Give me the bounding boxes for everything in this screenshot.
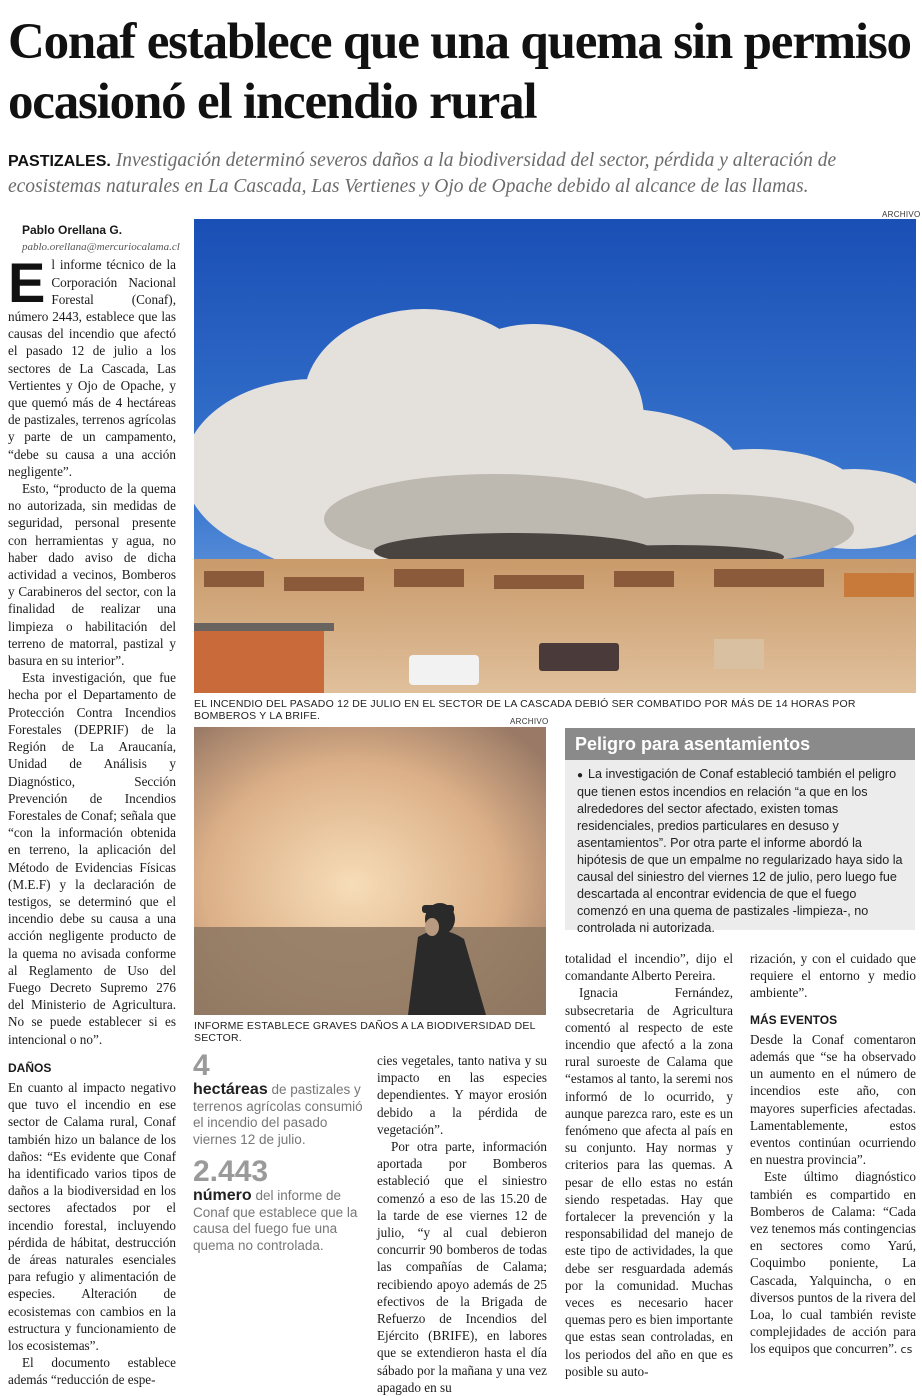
sidebar-box bbox=[565, 728, 915, 935]
stat-hectares-unit: hectáreas bbox=[193, 1081, 268, 1098]
col4-paragraph-2: Ignacia Fernández, subsecretaria de Agricultura comentó al respecto de este incendio que afectó a la zona rural suroeste de Calama que “estamos al tanto, la seremi nos informó de lo ocurrido, y aunque parezca raro, este es un fenómeno que afecta al país en su conjunto. Hay normas y criterios para las quemas. A pesar de ello estas no están siendo respetadas. Hay que fortalecer la prevención y la responsabilidad del manejo de este tipo de actividades, la que debe ser resguardada además por la comunidad. Muchas veces es necesario hacer quemas pero es bien importante que estas sean controladas, en los periodos del año en que es posible su auto- bbox=[565, 985, 733, 1379]
bullet-icon: ● bbox=[577, 770, 584, 781]
dropcap: E bbox=[8, 251, 46, 315]
smoke-photo bbox=[194, 727, 546, 1015]
stat-hectares bbox=[193, 1050, 363, 1148]
stat-report-text: del informe de Conaf que establece que la causa del fuego fue una quema no controlada. bbox=[193, 1188, 358, 1253]
col5-paragraph-2: Desde la Conaf comentaron además que “se ha observado un aumento en el número de incendios este año, con mayores superficies afectadas. Lamentablemente, estos eventos continúan ocurriendo en nuestra provincia”. bbox=[750, 1031, 916, 1168]
col5-paragraph-3-text: Este último diagnóstico también es compartido en Bomberos de Calama: “Cada vez tenemos más contingencias en sectores como Yarú, Coquimbo poniente, La Cascada, Yalquincha, o en diversos puntos de la rivera del Loa, lo cual también reviste complejidades de acción para los equipos que concurren”. bbox=[750, 1169, 916, 1357]
author-name: Pablo Orellana G. bbox=[22, 223, 123, 237]
smoke-photo-image bbox=[194, 727, 546, 1015]
paragraph-4: En cuanto al impacto negativo que tuvo el incendio en ese sector de Calama rural, Conaf también hizo un balance de los daños: “Es evidente que Conaf ha identificado varios tipos de daños a la biodiversidad en los sectores afectados por el incendio forestal, incluyendo pérdida de hábitat, destrucción de áreas naturales esenciales para refugio y alimentación de especies. Alteración de ecosistemas con cambios en la estructura y funcionamiento de los ecosistemas”. bbox=[8, 1079, 176, 1353]
subhead-mas-eventos: MÁS EVENTOS bbox=[750, 1012, 838, 1027]
lead-kicker: PASTIZALES. bbox=[8, 153, 111, 170]
col5-paragraph-1: rización, y con el cuidado que requiere el entorno y medio ambiente”. bbox=[750, 951, 916, 1001]
stat-report-unit: número bbox=[193, 1187, 252, 1204]
lead-paragraph bbox=[8, 148, 918, 199]
box-body bbox=[565, 760, 915, 937]
paragraph-1-text: l informe técnico de la Corporación Nacional Forestal (Conaf), número 2443, establece que las causas del incendio que afectó el pasado 12 de julio a los sectores de La Cascada, Las Vertientes y Ojo de Opache, y que quemó más de 4 hectáreas de pastizales, terrenos agrícolas y parte de un campamento, “debe su causa a una acción negligente”. bbox=[8, 257, 176, 479]
paragraph-1 bbox=[8, 251, 176, 480]
photo-2-caption: INFORME ESTABLECE GRAVES DAÑOS A LA BIODIVERSIDAD DEL SECTOR. bbox=[194, 1020, 536, 1044]
author-email[interactable]: pablo.orellana@mercuriocalama.cl bbox=[22, 241, 180, 254]
box-text: La investigación de Conaf estableció también el peligro que tienen estos incendios en relación “a que en los alrededores del sector afectado, existen tomas residenciales, predios particulares en desuso y asentamientos”. Por otra parte el informe abordó la hipótesis de que un empalme no regularizado haya sido la causal del siniestro del viernes 12 de julio, pero luego fue descartada al encontrar evidencia de que el fuego comenzó en una quema de pastizales -limpieza-, no controlada ni autorizada. bbox=[577, 767, 903, 935]
article-column-1 bbox=[8, 222, 180, 1389]
stat-report-value: 2.443 bbox=[193, 1155, 269, 1188]
col4-paragraph-1: totalidad el incendio”, dijo el comandante Alberto Pereira. bbox=[565, 951, 733, 984]
article-column-4 bbox=[565, 950, 733, 1380]
article-column-5 bbox=[750, 950, 916, 1359]
paragraph-2: Esto, “producto de la quema no autorizada, sin medidas de seguridad, personal presente con herramientas y agua, no haber dado aviso de dicha actividad a vecinos, Bomberos y Carabineros del sector, con la finalidad de realizar una limpieza o habilitación del terreno de matorral, pastizal y basura en su interior”. bbox=[8, 481, 176, 669]
article-column-3 bbox=[377, 1052, 547, 1396]
col5-paragraph-3 bbox=[750, 1168, 916, 1358]
box-title: Peligro para asentamientos bbox=[565, 728, 915, 760]
paragraph-5: El documento establece además “reducción de espe- bbox=[8, 1355, 176, 1388]
paragraph-3: Esta investigación, que fue hecha por el Departamento de Protección Contra Incendios Forestales (DEPRIF) de la Región de La Araucanía, Unidad de Análisis y Diagnóstico, Sección Prevención de Incendios Forestales de Conaf; señala que “con la información obtenida en terreno, la aplicación del Método de Evidencias Físicas (M.E.F) y la declaración de testigos, se determinó que el incendio debe su causa a una acción negligente producto de la quema no avisada conforme al Reglamento de Uso del Fuego Decreto Supremo 276 del Ministerio de Agricultura. No se puede establecer si es intencional o no”. bbox=[8, 670, 176, 1047]
lead-text: Investigación determinó severos daños a la biodiversidad del sector, pérdida y alteración de ecosistemas naturales en La Cascada, Las Vertienes y Ojo de Opache debido al alcance de las llamas. bbox=[8, 150, 837, 197]
col3-paragraph-2: Por otra parte, información aportada por Bomberos estableció que el siniestro comenzó a eso de las 15.20 de la tarde de ese viernes 12 de julio, “y al cual debieron concurrir 90 bomberos de todas las compañías de Calama; recibiendo apoyo además de 25 efectivos de la Brigada de Refuerzo de Incendios del Ejército (BRIFE), en labores que se extendieron hasta el día sábado por la mañana y una vez apagado en su bbox=[377, 1139, 547, 1395]
fire-photo bbox=[194, 219, 916, 693]
stat-hectares-text: de pastizales y terrenos agrícolas consumió el incendio del pasado viernes 12 de julio. bbox=[193, 1082, 363, 1147]
col3-paragraph-1: cies vegetales, tanto nativa y su impacto en las especies dependientes. Y mayor erosión debido a la pérdida de vegetación”. bbox=[377, 1053, 547, 1137]
stat-hectares-desc bbox=[193, 1082, 363, 1148]
photo-1-credit: ARCHIVO bbox=[882, 210, 921, 219]
fire-photo-image bbox=[194, 219, 916, 693]
subhead-danos: DAÑOS bbox=[8, 1060, 52, 1075]
photo-1-caption: EL INCENDIO DEL PASADO 12 DE JULIO EN EL SECTOR DE LA CASCADA DEBIÓ SER COMBATIDO POR MÁS DE 14 HORAS POR BOMBEROS Y LA BRIFE. bbox=[194, 698, 856, 722]
photo-2-credit: ARCHIVO bbox=[510, 717, 549, 726]
end-mark: cs bbox=[900, 1343, 913, 1357]
stat-report-desc bbox=[193, 1188, 363, 1254]
stat-report-number bbox=[193, 1156, 363, 1254]
headline: Conaf establece que una quema sin permiso ocasionó el incendio rural bbox=[8, 14, 911, 130]
stat-hectares-value: 4 bbox=[193, 1049, 210, 1082]
